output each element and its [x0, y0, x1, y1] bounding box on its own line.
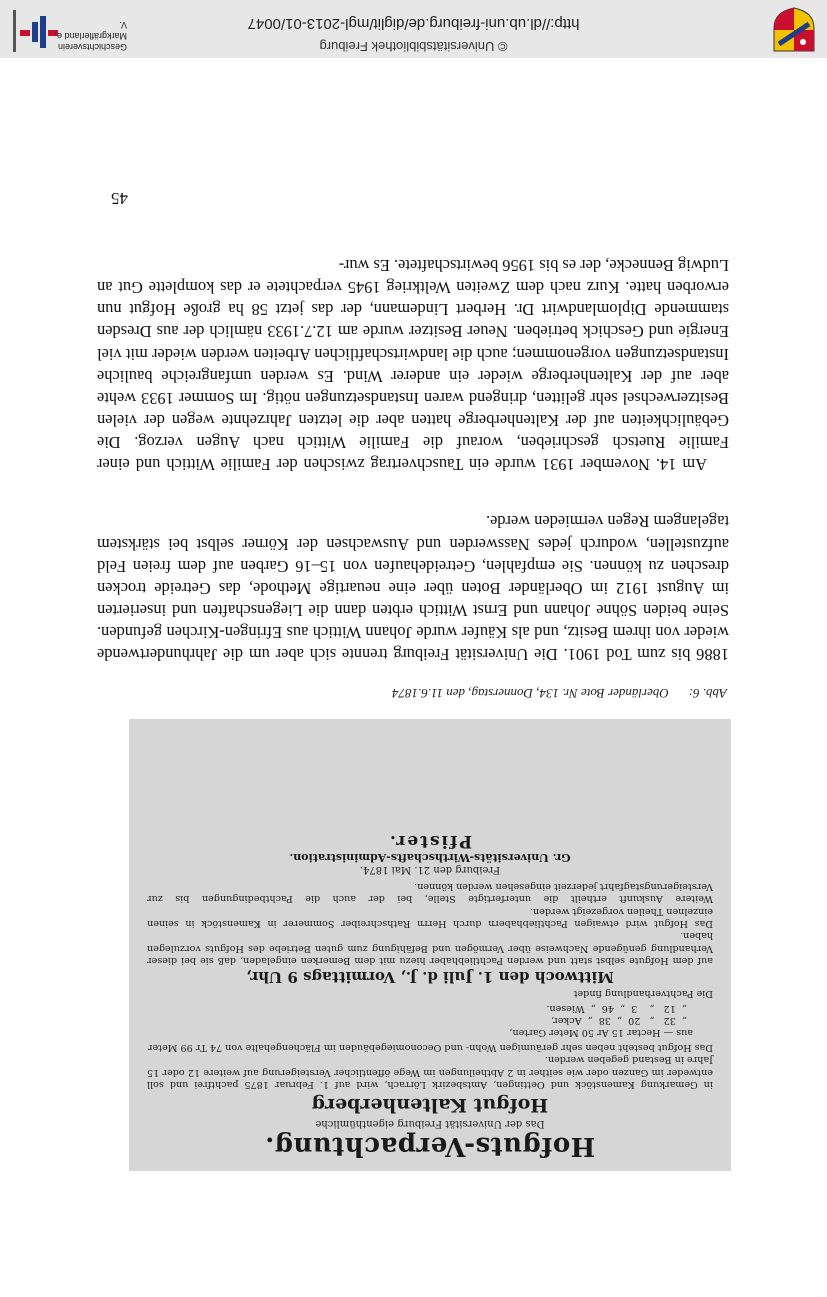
clipping-date-line: Mittwoch den 1. Juli d. J., Vormittags 9 Uhr,: [246, 968, 614, 987]
body-paragraph-2: Am 14. November 1931 wurde ein Tauschvertrag zwischen der Familie Wittich und einer Familie Ruetsch geschrieben, worauf die Familie Wittich nach Augen verzog. Die Gebäulichkeiten auf der Kaltenherberge hatten aber die letzten Jahrzehnte wegen der vielen Besitzerwechsel sehr gelitten, dringend waren Instandsetzungen nötig. Im Sommer 1933 wehte aber auf der Kaltenherberge wieder ein anderer Wind. Es werden umfangreiche bauliche Instandsetzungen vorgenommen; auch die landwirtschaftlichen Arbeiten werden wieder mit viel Energie und Geschick betrieben. Neuer Besitzer wurde am 12.7.1933 nämlich der aus Dresden stammende Diplomlandwirt Dr. Herbert Lindemann, der das jetzt 58 ha große Hofgut nun erworben hatte. Kurz nach dem Zweiten Weltkrieg 1945 verpachtete er das komplette Gut an Ludwig Bennecke, der es bis 1956 bewirtschaftete. Es wur-: [97, 256, 729, 474]
figure-caption: [107, 685, 727, 701]
body-paragraph-1: 1886 bis zum Tod 1901. Die Universität Freiburg trennte sich aber um die Jahrhundertwende wieder von ihrem Besitz, und als Käufer wurde Johann Wittich aus Efringen-Kirchen gefunden. Seine beiden Söhne Johann und Ernst Wittich erbten dann die Liegenschaften und inserierten im August 1912 im Oberländer Boten über eine neuartige Methode, das Getreide trocken dreschen zu können. Sie empfahlen, Getreidehaufen von 15–16 Garben auf dem freien Feld aufzustellen, wodurch jedes Nasswerden und Auswachsen der Körner selbst bei stärkstem tagelangem Regen vermieden werde.: [97, 512, 729, 664]
clipping-finds: Die Pachtverhandlung findet: [573, 988, 713, 1000]
caption-text: Oberländer Bote Nr. 134, Donnerstag, den 11.6.1874: [392, 686, 669, 701]
clipping-place-date: Freiburg den 21. Mai 1874.: [359, 864, 501, 876]
page-number: 45: [111, 189, 128, 208]
caption-label: Abb. 6:: [688, 686, 727, 701]
footer-copyright: © Universitätsbibliothek Freiburg: [319, 39, 508, 54]
clipping-body-5: Weitere Auskunft ertheilt die unterfertigte Stelle, bei der auch die Pachtbedingungen bis zur Versteigerungstagfahrt jederzeit eingesehen werden können.: [147, 880, 713, 905]
org-name-line-2: Markgräflerland e. V.: [54, 20, 127, 41]
clipping-body-2: Das Hofgut besteht neben sehr geräumigen Wohn- und Oeconomiegebäuden im Flächengehalte von 74 Tr 99 Meter: [147, 1041, 713, 1053]
org-name: [47, 19, 127, 52]
newspaper-clipping: [129, 719, 731, 1171]
clipping-subline: Das der Universität Freiburg eigenthümliche: [315, 1118, 545, 1129]
clipping-area-row: aus — Hectar 15 Ar 50 Meter Garten,: [509, 1027, 693, 1039]
clipping-body-3: auf dem Hofgute selbst statt und werden Pachtliebhaber hiezu mit dem Bemerken eingeladen, daß sie bei dieser Verhandlung genügende Nachweise über Vermögen und Befähigung zum guten Betriebe des Hofguts vorzulegen haben.: [147, 930, 713, 967]
clipping-headline: Hofguts-Verpachtung.: [264, 1131, 596, 1161]
org-name-line-1: Geschichtsverein: [57, 42, 127, 52]
clipping-estate-name: Hofgut Kaltenherberg: [311, 1094, 549, 1116]
coat-of-arms-icon: [771, 6, 817, 54]
footer-url-link[interactable]: http://dl.ub.uni-freiburg.de/diglit/mgl-2013-01/0047: [247, 15, 580, 32]
viewer-footer-bar: [0, 0, 827, 58]
clipping-body-4: Das Hofgut wird etwaigen Pachtliebhabern durch Herrn Rathschreiber Sommerer in Kamenstöck in seinen einzelnen Theilen vorgezeigt werden.: [147, 905, 713, 929]
clipping-authority: Gr. Universitäts-Wirthschafts-Administration.: [289, 851, 571, 865]
clipping-area-row: „ 12 „ 3 „ 46 „ Wiesen.: [546, 1002, 693, 1014]
clipping-signature: Pfister.: [387, 831, 473, 852]
clipping-area-row: „ 32 „ 20 „ 38 „ Acker,: [551, 1014, 693, 1026]
clipping-body-1: in Gemarkung Kamenstöck und Oettingen, Amtsbezirk Lörrach, wird auf 1. Februar 1875 pachtfrei und soll entweder im Ganzen oder wie seither in 2 Abtheilungen im Wege öffentlicher Versteigerung auf weitere 12 oder 15 Jahre in Bestand gegeben werden.: [147, 1054, 713, 1090]
clipping-area-table: [147, 1001, 693, 1038]
